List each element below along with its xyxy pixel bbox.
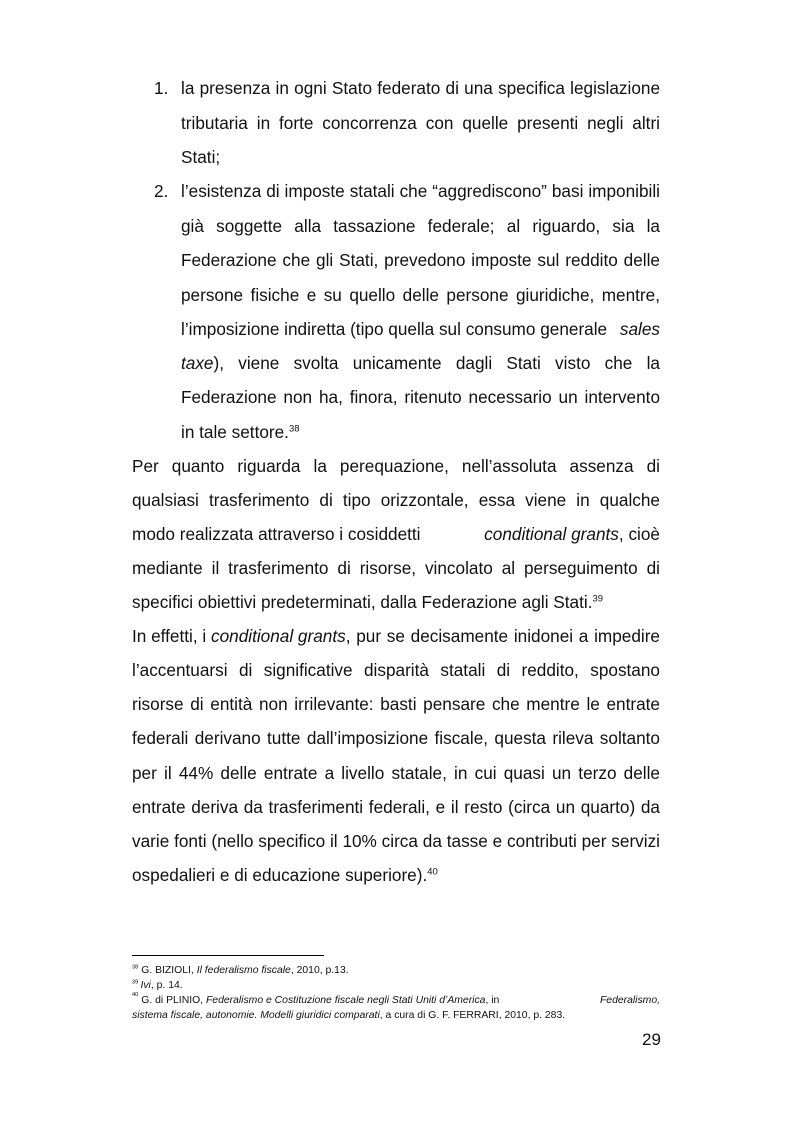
footnote-40-number: 40 xyxy=(132,992,139,998)
paragraph-2-line-2: l’accentuarsi di significative disparità statali di reddito, spostano xyxy=(132,660,660,680)
list-item-2-line-1: l’esistenza di imposte statali che “aggrediscono” basi imponibili xyxy=(181,181,660,201)
paragraph-1-line-3-a: modo realizzata attraverso i cosiddetti xyxy=(132,524,426,544)
footnote-40-title: Federalismo e Costituzione fiscale negli Stati Uniti d’America xyxy=(205,995,486,1006)
footnote-39-number: 39 xyxy=(132,979,139,986)
sales-italic: sales xyxy=(619,319,660,339)
list-item-2-line-5-text: l’imposizione indiretta (tipo quella sul consumo generale xyxy=(181,319,612,339)
paragraph-2-line-4: federali derivano tutte dall’imposizione fiscale, questa rileva soltanto xyxy=(132,728,660,748)
footnote-40-line-2 xyxy=(132,1010,565,1021)
footnote-ref-39[interactable]: 39 xyxy=(592,593,603,605)
footnote-40-in: , in xyxy=(485,995,503,1006)
list-item-2-line-7: Federazione non ha, finora, ritenuto necessario un intervento xyxy=(181,387,660,407)
paragraph-1-line-3 xyxy=(132,524,660,545)
footnote-40-book-title-start: Federalismo, xyxy=(599,995,660,1006)
paragraph-2-line-8-text: ospedalieri e di educazione superiore). xyxy=(132,865,428,885)
conditional-grants-italic-2: conditional grants xyxy=(210,626,346,646)
paragraph-1-line-1: Per quanto riguarda la perequazione, nell’assoluta assenza di xyxy=(132,456,660,476)
footnote-ref-40[interactable]: 40 xyxy=(427,866,438,878)
paragraph-2-line-6: entrate deriva da trasferimenti federali, e il resto (circa un quarto) da xyxy=(132,797,660,817)
list-number-1: 1. xyxy=(154,78,169,98)
list-item-2-line-6 xyxy=(181,353,660,374)
list-item-2-line-5 xyxy=(181,319,660,340)
footnote-38-author: G. BIZIOLI, xyxy=(138,965,197,976)
paragraph-1-line-4: mediante il trasferimento di risorse, vincolato al perseguimento di xyxy=(132,558,660,578)
list-item-2-line-4: persone fisiche e su quello delle persone giuridiche, mentre, xyxy=(181,285,660,305)
paragraph-2-line-1-a: In effetti, i xyxy=(132,626,211,646)
footnote-39-rest: , p. 14. xyxy=(150,980,183,991)
paragraph-2-line-1 xyxy=(132,626,660,647)
paragraph-2-line-3: risorse di entità non irrilevante: basti pensare che mentre le entrate xyxy=(132,694,660,714)
footnote-39-ivi: Ivi xyxy=(140,980,151,991)
footnote-38 xyxy=(132,965,349,976)
footnote-38-number: 38 xyxy=(132,964,139,971)
list-item-1-line-3: Stati; xyxy=(181,147,221,167)
paragraph-2-line-1-b: , pur se decisamente inidonei a impedire xyxy=(345,626,660,646)
footnote-38-rest: , 2010, p.13. xyxy=(290,965,349,976)
list-item-1-line-1: la presenza in ogni Stato federato di una specifica legislazione xyxy=(181,78,660,98)
footnote-40-line-1 xyxy=(132,992,660,1006)
taxe-italic: taxe xyxy=(181,353,214,373)
paragraph-1-line-3-b: , cioè xyxy=(618,524,660,544)
paragraph-1-line-2: qualsiasi trasferimento di tipo orizzontale, essa viene in qualche xyxy=(132,490,660,510)
list-item-2-line-6-text: ), viene svolta unicamente dagli Stati visto che la xyxy=(213,353,660,373)
footnote-38-title: Il federalismo fiscale xyxy=(196,965,291,976)
footnote-separator xyxy=(132,955,324,956)
list-item-2-line-2: già soggette alla tassazione federale; al riguardo, sia la xyxy=(181,216,660,236)
list-number-2: 2. xyxy=(154,181,169,201)
paragraph-1-line-5 xyxy=(132,592,603,613)
footnote-39 xyxy=(132,980,183,991)
footnote-ref-38[interactable]: 38 xyxy=(288,423,300,435)
footnote-40-book-title-end: sistema fiscale, autonomie. Modelli giuridici comparati xyxy=(132,1010,380,1021)
conditional-grants-italic-1: conditional grants xyxy=(484,524,619,544)
page-number: 29 xyxy=(642,1030,661,1049)
list-item-2-line-8-text: in tale settore. xyxy=(181,422,289,442)
footnote-40-rest: , a cura di G. F. FERRARI, 2010, p. 283. xyxy=(379,1010,566,1021)
paragraph-1-line-5-text: specifici obiettivi predeterminati, dalla Federazione agli Stati. xyxy=(132,592,593,612)
footnote-40-author: G. di PLINIO, xyxy=(138,995,206,1006)
list-item-2-line-3: Federazione che gli Stati, prevedono imposte sul reddito delle xyxy=(181,250,660,270)
paragraph-2-line-7: varie fonti (nello specifico il 10% circa da tasse e contributi per servizi xyxy=(132,831,660,851)
paragraph-2-line-5: per il 44% delle entrate a livello statale, in cui quasi un terzo delle xyxy=(132,763,660,783)
list-item-2-line-8 xyxy=(181,422,299,443)
list-item-1-line-2: tributaria in forte concorrenza con quelle presenti negli altri xyxy=(181,113,660,133)
paragraph-2-line-8 xyxy=(132,865,438,886)
